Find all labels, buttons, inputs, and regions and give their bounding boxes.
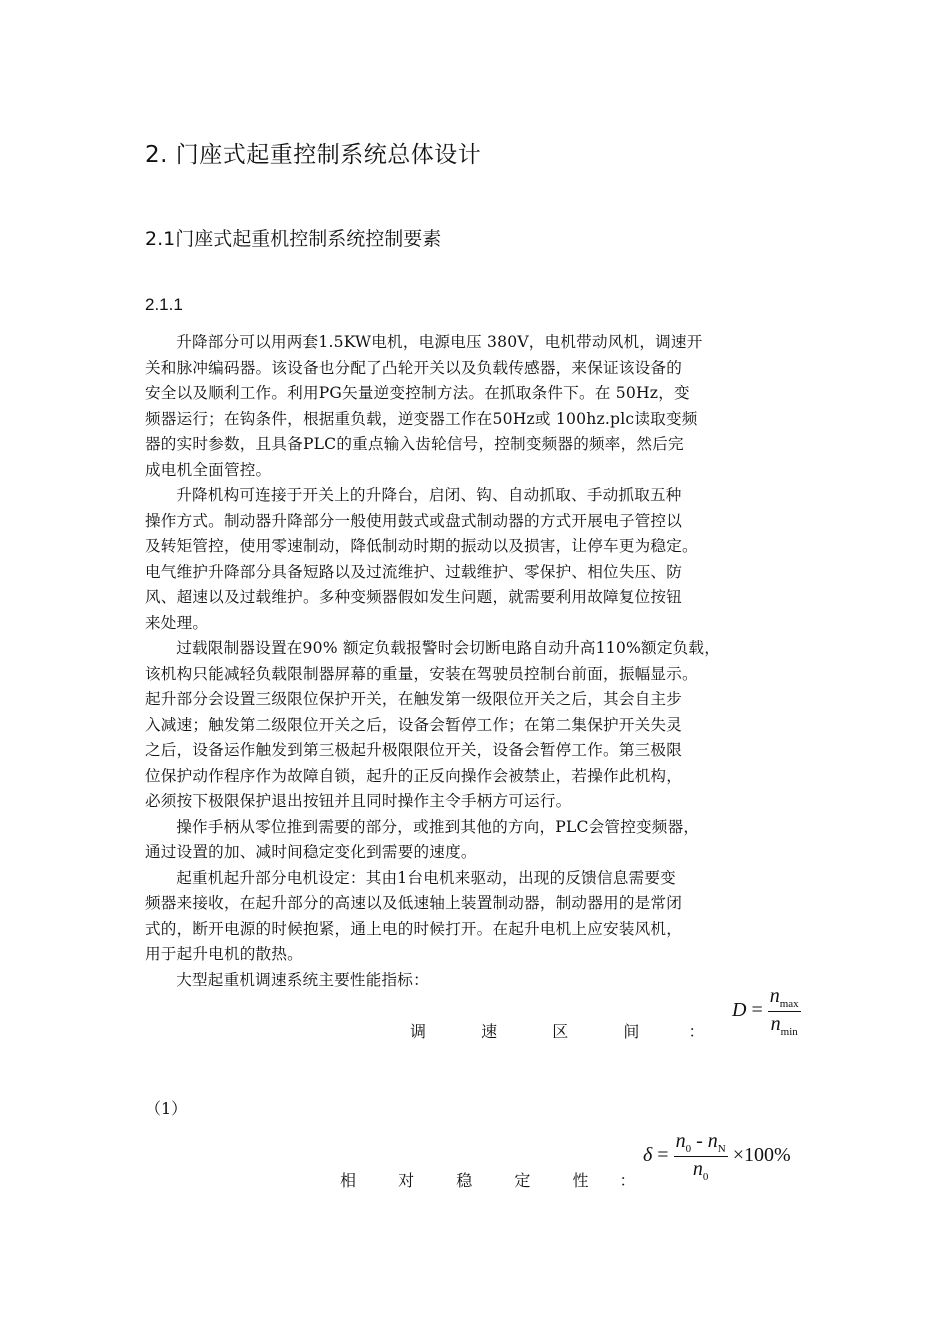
text-line: 过载限制器设置在90% 额定负载报警时会切断电路自动升高110%额定负载， (176, 639, 721, 657)
body-text (145, 330, 820, 993)
text-line: 入减速；触发第二级限位开关之后，设备会暂停工作；在第二集保护开关失灵 (145, 715, 682, 734)
label-char: 速 (481, 1022, 498, 1041)
text-line: 升降机构可连接于开关上的升降台，启闭、钩、自动抓取、手动抓取五种 (176, 486, 682, 504)
label-char: 定 (514, 1171, 531, 1190)
subsubsection-heading: 2.1.1 (145, 295, 183, 314)
text-line: 之后，设备运作触发到第三极起升极限限位开关，设备会暂停工作。第三极限 (145, 741, 682, 759)
paragraph-2 (145, 483, 820, 636)
paragraph-3 (145, 636, 820, 815)
denominator-var: n (770, 1013, 781, 1035)
denominator-sub: 0 (702, 1171, 709, 1183)
numerator-sub: N (717, 1143, 726, 1155)
label-char: 性 (572, 1171, 589, 1190)
numerator-sub: 0 (685, 1143, 692, 1155)
formula-fraction (768, 985, 801, 1038)
text-line: 式的，断开电源的时候抱紧，通上电的时候打开。在起升电机上应安装风机， (145, 919, 682, 938)
text-line: 频器运行；在钩条件，根据重负载，逆变器工作在50Hz或 100hz.plc读取变频 (145, 409, 698, 428)
text-line: 操作手柄从零位推到需要的部分，或推到其他的方向，PLC会管控变频器， (176, 817, 700, 836)
text-line: 频器来接收，在起升部分的高速以及低速轴上装置制动器，制动器用的是常闭 (145, 894, 682, 912)
text-line: 起升部分会设置三级限位保护开关，在触发第一级限位开关之后，其会自主步 (145, 690, 682, 708)
text-line: 关和脉冲编码器。该设备也分配了凸轮开关以及负载传感器，来保证该设备的 (145, 358, 682, 377)
speed-range-label (410, 1019, 704, 1042)
equation-number: （1） (145, 1099, 188, 1118)
stability-formula: δ = $\frac{n_0 - n_N}{n_0}$ ×100% (643, 1130, 791, 1183)
text-line: 位保护动作程序作为故障自锁，起升的正反向操作会被禁止，若操作此机构， (145, 766, 682, 785)
label-char: 稳 (456, 1171, 473, 1190)
paragraph-1 (145, 330, 820, 483)
paragraph-6 (145, 968, 820, 994)
numerator-var: n (769, 985, 780, 1007)
numerator-var: n (675, 1130, 686, 1152)
text-line: 成电机全面管控。 (145, 460, 272, 479)
label-char: ： (688, 1022, 705, 1041)
text-line: 电气维护升降部分具备短路以及过流维护、过载维护、零保护、相位失压、防 (145, 562, 682, 581)
label-char: 相 (340, 1171, 357, 1190)
text-line: 起重机起升部分电机设定：其由1台电机来驱动，出现的反馈信息需要变 (176, 868, 676, 887)
numerator-sub: max (779, 998, 799, 1010)
text-line: 及转矩管控，使用零速制动，降低制动时期的振动以及损害，让停车更为稳定。 (145, 537, 698, 555)
paragraph-5 (145, 866, 820, 968)
text-line: 必须按下极限保护退出按钮并且同时操作主令手柄方可运行。 (145, 792, 572, 810)
text-line: 用于起升电机的散热。 (145, 945, 303, 963)
label-char: 区 (552, 1022, 569, 1041)
formula-lhs: D (732, 999, 747, 1022)
paragraph-4 (145, 815, 820, 866)
section-heading: 2. 门座式起重控制系统总体设计 (145, 142, 482, 168)
formula-fraction (674, 1130, 728, 1183)
text-line: 通过设置的加、减时间稳定变化到需要的速度。 (145, 843, 477, 861)
formula-tail: ×100% (732, 1144, 791, 1167)
text-line: 升降部分可以用两套1.5KW电机，电源电压 380V，电机带动风机，调速开 (176, 333, 703, 351)
text-line: 来处理。 (145, 613, 209, 632)
subsection-heading: 2.1门座式起重机控制系统控制要素 (145, 228, 442, 250)
label-char: 调 (410, 1022, 427, 1041)
text-line: 器的实时参数，且具备PLC的重点输入齿轮信号，控制变频器的频率，然后完 (145, 435, 684, 453)
stability-label (340, 1168, 636, 1191)
label-char: 对 (398, 1171, 415, 1190)
text-line: 该机构只能减轻负载限制器屏幕的重量，安装在驾驶员控制台前面，振幅显示。 (145, 664, 698, 683)
speed-range-formula: D = $\frac{n_{max}}{n_{min}}$ (732, 985, 799, 1038)
text-line: 操作方式。制动器升降部分一般使用鼓式或盘式制动器的方式开展电子管控以 (145, 511, 682, 530)
minus-sign: - (696, 1130, 703, 1152)
label-char: 间 (623, 1022, 640, 1041)
text-line: 大型起重机调速系统主要性能指标： (176, 970, 429, 989)
text-line: 安全以及顺利工作。利用PG矢量逆变控制方法。在抓取条件下。在 50Hz，变 (145, 384, 690, 402)
formula-lhs: δ (643, 1144, 653, 1167)
denominator-sub: min (780, 1026, 798, 1038)
denominator-var: n (692, 1158, 703, 1180)
numerator-var: n (707, 1130, 718, 1152)
text-line: 风、超速以及过载维护。多种变频器假如发生问题，就需要利用故障复位按钮 (145, 588, 682, 606)
label-char: ： (619, 1171, 636, 1190)
